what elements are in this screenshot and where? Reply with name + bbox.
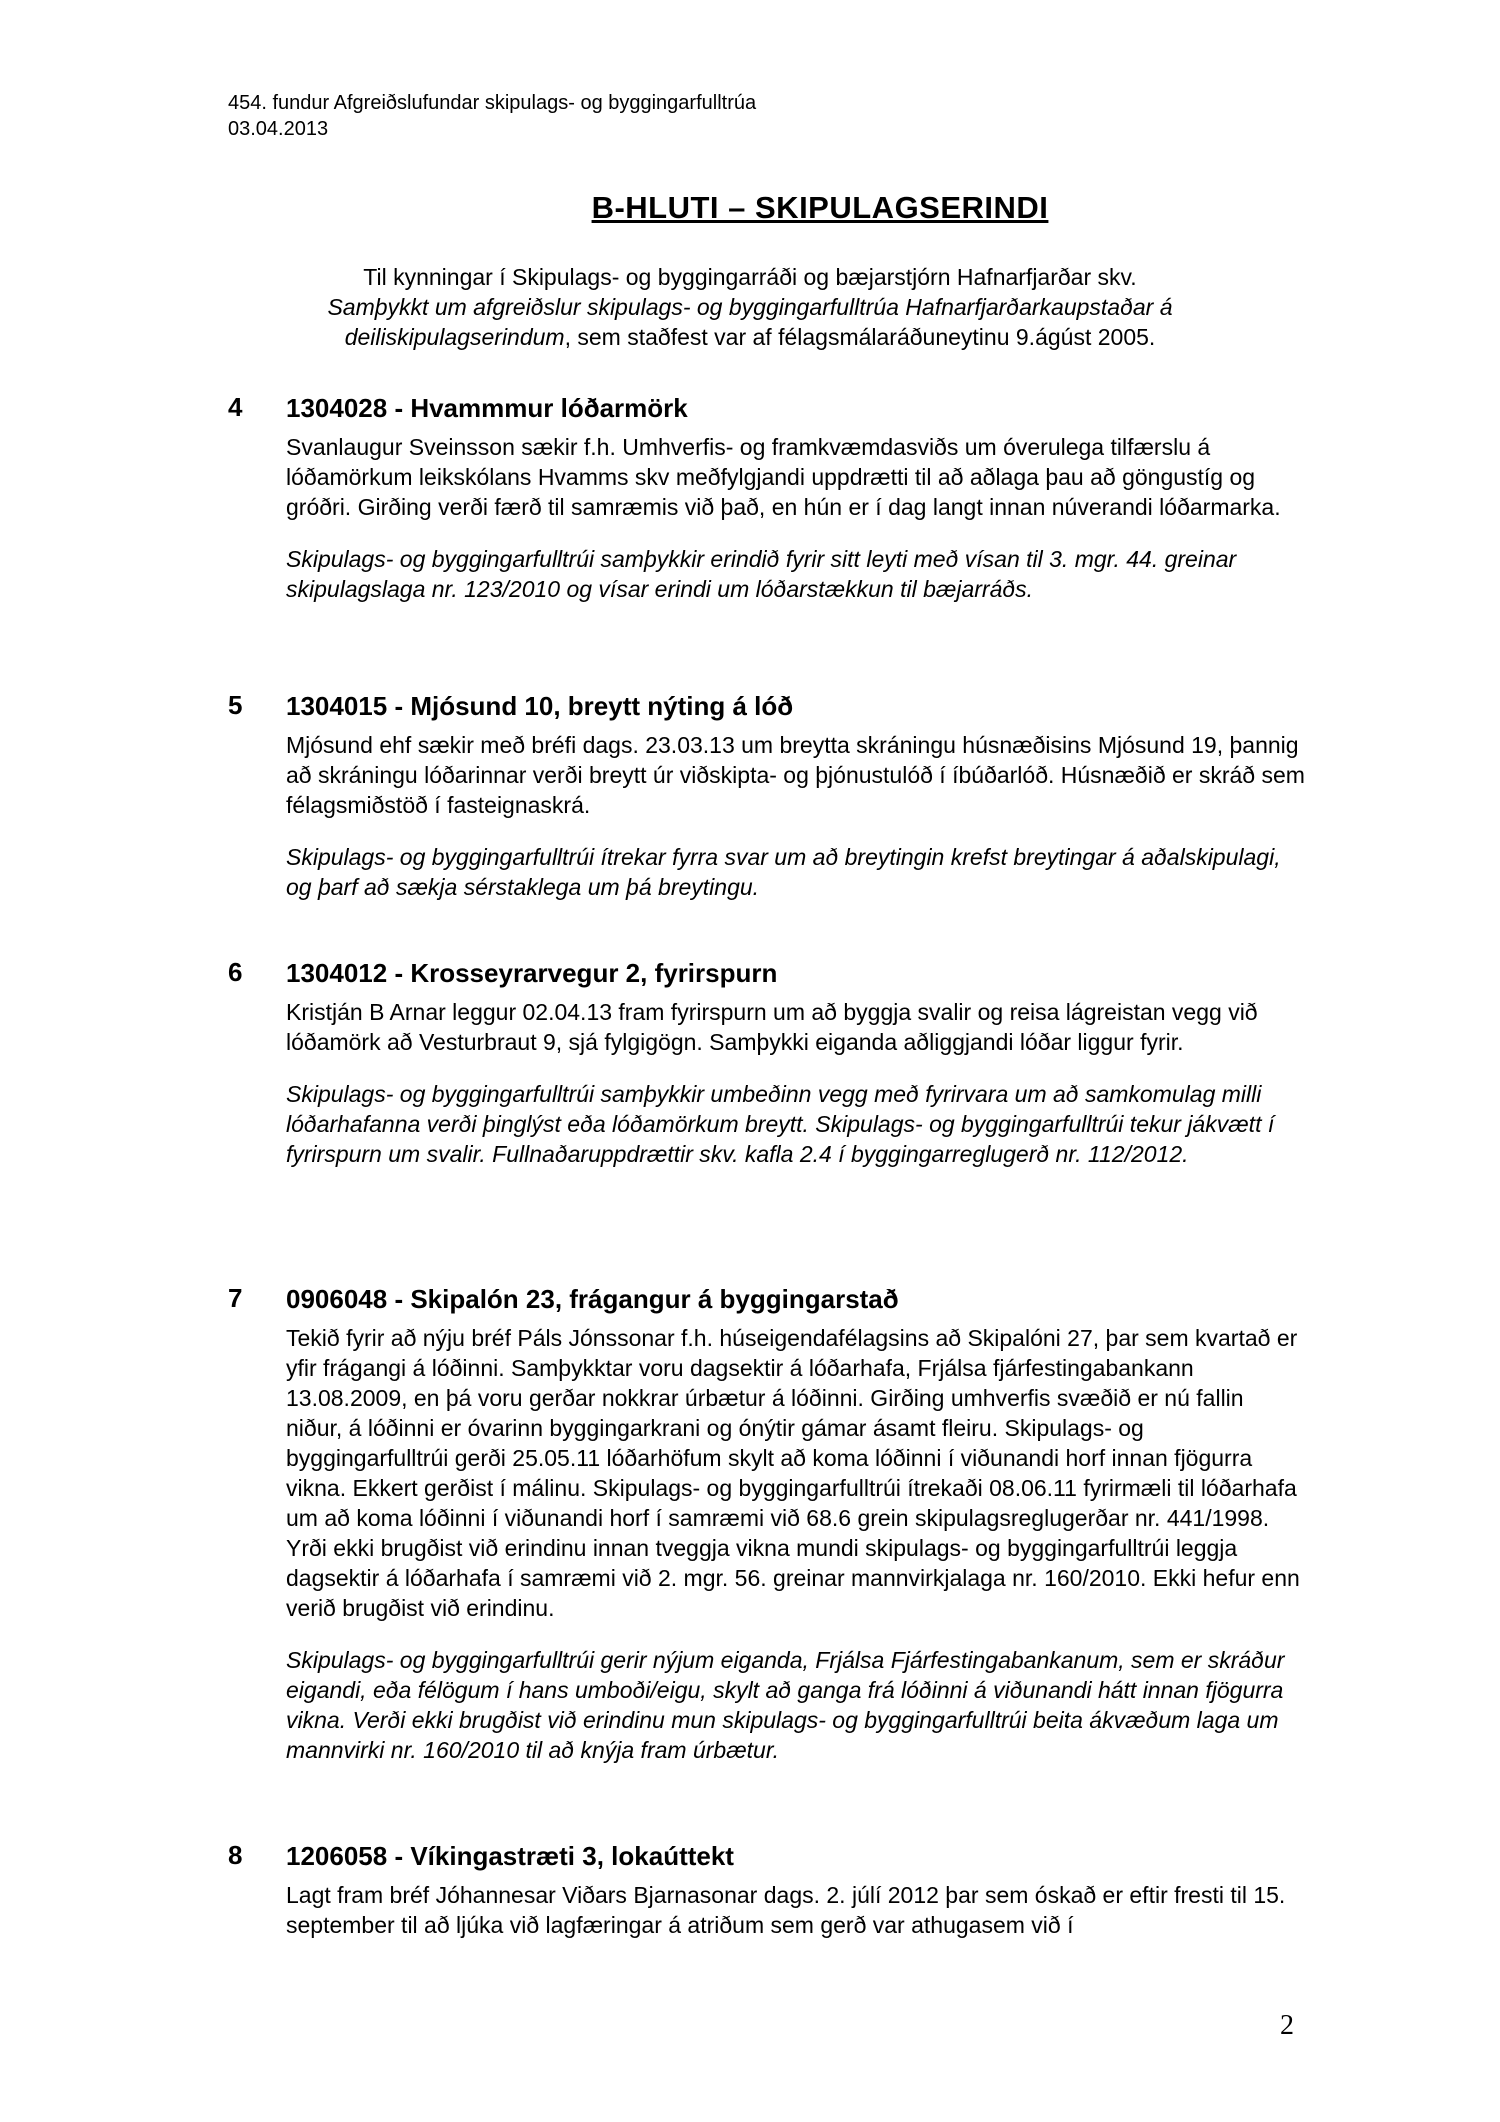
item-number: 7 xyxy=(228,1283,243,1313)
item-ruling: Skipulags- og byggingarfulltrúi ítrekar fyrra svar um að breytingin krefst breytingar á aðalskipulagi, og þarf að sækja sérstaklega um þá breytingu. xyxy=(286,844,1281,900)
item-description: Kristján B Arnar leggur 02.04.13 fram fyrirspurn um að byggja svalir og reisa lágreistan vegg við lóðamörk að Vesturbraut 9, sjá fylgigögn. Samþykki eiganda aðliggjandi lóðar liggur fyrir. xyxy=(286,999,1258,1055)
item-description: Mjósund ehf sækir með bréfi dags. 23.03.13 um breytta skráningu húsnæðisins Mjósund 19, þannig að skráningu lóðarinnar verði breytt úr viðskipta- og þjónustulóð í íbúðarlóð. Húsnæðið er skráð sem félagsmiðstöð í fasteignaskrá. xyxy=(286,732,1305,818)
item-title: 1304028 - Hvammmur lóðarmörk xyxy=(286,393,688,423)
item-title: 0906048 - Skipalón 23, frágangur á byggingarstað xyxy=(286,1284,899,1314)
agenda-item-4 xyxy=(228,392,1308,604)
agenda-item-8 xyxy=(228,1840,1308,1940)
intro-line-3 xyxy=(250,322,1250,352)
item-number: 5 xyxy=(228,690,243,720)
item-title: 1304012 - Krosseyrarvegur 2, fyrirspurn xyxy=(286,958,778,988)
intro-line-2 xyxy=(250,292,1250,322)
item-ruling: Skipulags- og byggingarfulltrúi samþykkir umbeðinn vegg með fyrirvara um að samkomulag milli lóðarhafanna verði þinglýst eða lóðamörkum breytt. Skipulags- og byggingarfulltrúi tekur jákvætt í fyrirspurn um svalir. Fullnaðaruppdrættir skv. kafla 2.4 í byggingarreglugerð nr. 112/2012. xyxy=(286,1081,1275,1167)
item-description: Svanlaugur Sveinsson sækir f.h. Umhverfis- og framkvæmdasviðs um óverulega tilfærslu á lóðamörkum leikskólans Hvamms skv meðfylgjandi uppdrætti til að aðlaga þau að göngustíg og gróðri. Girðing verði færð til samræmis við það, en hún er í dag langt innan núverandi lóðarmarka. xyxy=(286,434,1281,520)
item-description: Tekið fyrir að nýju bréf Páls Jónssonar f.h. húseigendafélagsins að Skipalóni 27, þar sem kvartað er yfir frágangi á lóðinni. Samþykktar voru dagsektir á lóðarhafa, Frjálsa fjárfestingabankann 13.08.2009, en þá voru gerðar nokkrar úrbætur á lóðinni. Girðing umhverfis svæðið er nú fallin niður, á lóðinni er óvarinn byggingarkrani og ónýtir gámar ásamt fleiru. Skipulags- og byggingarfulltrúi gerði 25.05.11 lóðarhöfum skylt að koma lóðinni í viðunandi horf innan fjögurra vikna. Ekkert gerðist í málinu. Skipulags- og byggingarfulltrúi ítrekaði 08.06.11 fyrirmæli til lóðarhafa um að koma lóðinni í viðunandi horf í samræmi við 68.6 grein skipulagsreglugerðar nr. 441/1998. Yrði ekki brugðist við erindinu innan tveggja vikna mundi skipulags- og byggingarfulltrúi leggja dagsektir á lóðarhafa í samræmi við 2. mgr. 56. greinar mannvirkjalaga nr. 160/2010. Ekki hefur enn verið brugðist við erindinu. xyxy=(286,1325,1300,1621)
meeting-line: 454. fundur Afgreiðslufundar skipulags- og byggingarfulltrúa xyxy=(228,92,757,114)
intro-line-3-italic: deiliskipulagserindum xyxy=(344,324,565,350)
page-header xyxy=(228,90,756,142)
item-title: 1206058 - Víkingastræti 3, lokaúttekt xyxy=(286,1841,734,1871)
intro-line-2-text: Samþykkt um afgreiðslur skipulags- og byggingarfulltrúa Hafnarfjarðarkaupstaðar á xyxy=(327,294,1173,320)
item-number: 4 xyxy=(228,392,243,422)
item-title: 1304015 - Mjósund 10, breytt nýting á lóð xyxy=(286,691,794,721)
item-number: 6 xyxy=(228,957,243,987)
item-ruling: Skipulags- og byggingarfulltrúi gerir nýjum eiganda, Frjálsa Fjárfestingabankanum, sem er skráður eigandi, eða félögum í hans umboði/eigu, skylt að ganga frá lóðinni á viðunandi hátt innan fjögurra vikna. Verði ekki brugðist við erindinu mun skipulags- og byggingarfulltrúi beita ákvæðum laga um mannvirki nr. 160/2010 til að knýja fram úrbætur. xyxy=(286,1647,1285,1763)
item-ruling: Skipulags- og byggingarfulltrúi samþykkir erindið fyrir sitt leyti með vísan til 3. mgr. 44. greinar skipulagslaga nr. 123/2010 og vísar erindi um lóðarstækkun til bæjarráðs. xyxy=(286,546,1237,602)
agenda-item-6 xyxy=(228,957,1308,1169)
meeting-date: 03.04.2013 xyxy=(228,118,329,140)
page-number: 2 xyxy=(1280,2010,1294,2041)
item-number: 8 xyxy=(228,1840,243,1870)
intro-line-1: Til kynningar í Skipulags- og byggingarráði og bæjarstjórn Hafnarfjarðar skv. xyxy=(363,264,1137,290)
item-description: Lagt fram bréf Jóhannesar Viðars Bjarnasonar dags. 2. júlí 2012 þar sem óskað er eftir fresti til 15. september til að ljúka við lagfæringar á atriðum sem gerð var athugasem við í xyxy=(286,1882,1286,1938)
agenda-item-7 xyxy=(228,1283,1308,1765)
intro-line-3-rest: , sem staðfest var af félagsmálaráðuneytinu 9.ágúst 2005. xyxy=(564,324,1156,350)
agenda-item-5 xyxy=(228,690,1308,902)
intro-paragraph xyxy=(250,262,1250,352)
section-title: B-HLUTI – SKIPULAGSERINDI xyxy=(591,190,1049,225)
